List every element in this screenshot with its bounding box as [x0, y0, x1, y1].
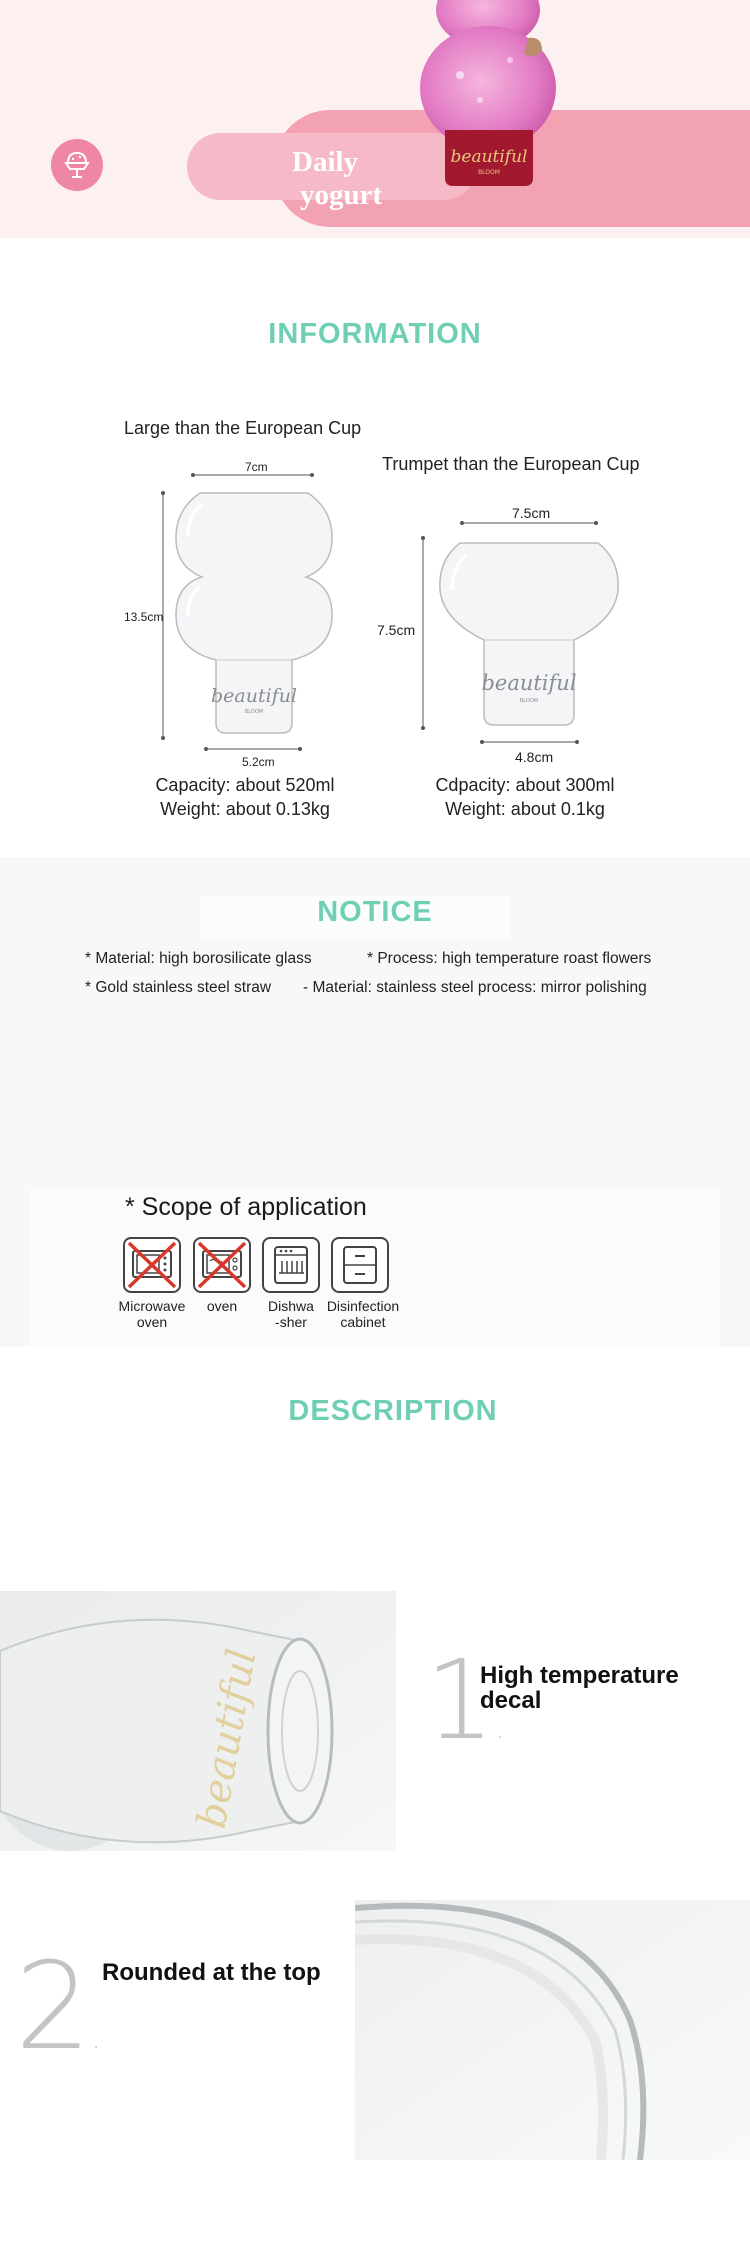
notice-heading: NOTICE [317, 896, 433, 928]
feature-number-digit: 1 [425, 1636, 495, 1764]
trumpet-cup-brand: beautiful [481, 671, 577, 695]
notice-straw: * Gold stainless steel straw [85, 979, 272, 996]
notice-material: * Material: high borosilicate glass [85, 950, 312, 967]
feature-title-2 [102, 1960, 321, 1985]
decal-photo [0, 1591, 396, 1851]
feature-number-dot: . [495, 1711, 505, 1746]
notice-straw-material: - Material: stainless steel process: mirror polishing [303, 979, 647, 996]
scope-label-oven [192, 1298, 252, 1314]
feature-number-digit: 2 [15, 1938, 92, 2077]
scope-label-line: oven [206, 1298, 238, 1314]
trumpet-cup-height: 7.5cm [377, 622, 416, 638]
ice-cream-icon [51, 139, 103, 191]
feature-number-2 [15, 1938, 101, 2099]
scope-label-disinfection [318, 1298, 408, 1330]
decal-text: beautiful [188, 1645, 266, 1832]
trumpet-cup-weight: Weight: about 0.1kg [445, 799, 605, 819]
disinfection-cabinet-icon [331, 1237, 389, 1293]
large-cup-specs [120, 773, 370, 821]
large-cup-brand-sub: BLOOM [244, 709, 264, 715]
feature-title-line: High temperature [480, 1662, 679, 1689]
dishwasher-icon [262, 1237, 320, 1293]
cup-brand-sub: BLOOM [478, 169, 500, 176]
large-cup-weight: Weight: about 0.13kg [160, 799, 330, 819]
microwave-oven-icon [123, 1237, 181, 1293]
feature-number-dot: . [91, 2021, 101, 2056]
scope-label-line: Dishwa [268, 1298, 314, 1314]
trumpet-cup-capacity: Cdpacity: about 300ml [435, 775, 615, 795]
large-cup-diagram [140, 455, 360, 755]
scope-label-line: oven [136, 1314, 168, 1330]
banner-title [292, 146, 382, 212]
trumpet-cup-bottom-width: 4.8cm [515, 749, 554, 765]
rim-photo [355, 1900, 750, 2160]
scope-title: * Scope of application [125, 1193, 367, 1221]
trumpet-cup-diagram [410, 515, 630, 755]
banner-title-line2: yogurt [300, 179, 383, 211]
banner-title-line1: Daily [292, 146, 359, 178]
large-cup-capacity: Capacity: about 520ml [155, 775, 335, 795]
trumpet-cup-label: Trumpet than the European Cup [382, 454, 640, 474]
scope-label-line: Disinfection [326, 1298, 400, 1314]
scope-label-line: -sher [275, 1314, 307, 1330]
scope-label-microwave [108, 1298, 196, 1330]
description-heading: DESCRIPTION [288, 1395, 498, 1427]
large-cup-bottom-width: 5.2cm [242, 755, 275, 769]
scope-label-line: cabinet [340, 1314, 386, 1330]
feature-title-line: Rounded at the top [102, 1959, 321, 1986]
cup-brand-text: beautiful [450, 147, 528, 167]
large-cup-height: 13.5cm [124, 610, 164, 624]
trumpet-cup-brand-sub: BLOOM [519, 698, 539, 704]
feature-title-line: decal [480, 1687, 542, 1714]
large-cup-brand: beautiful [210, 685, 298, 707]
scope-label-line: Microwave [118, 1298, 186, 1314]
large-cup-label: Large than the European Cup [124, 418, 362, 438]
scope-label-dishwasher [258, 1298, 324, 1330]
trumpet-cup-specs [400, 773, 650, 821]
feature-title-1 [480, 1663, 679, 1713]
hero-banner [0, 0, 750, 238]
large-cup-top-width: 7cm [245, 460, 268, 474]
trumpet-cup-top-width: 7.5cm [512, 505, 551, 521]
yogurt-cup-image [400, 0, 570, 200]
notice-process: * Process: high temperature roast flowers [367, 950, 652, 967]
oven-icon [193, 1237, 251, 1293]
information-heading: INFORMATION [268, 318, 482, 350]
